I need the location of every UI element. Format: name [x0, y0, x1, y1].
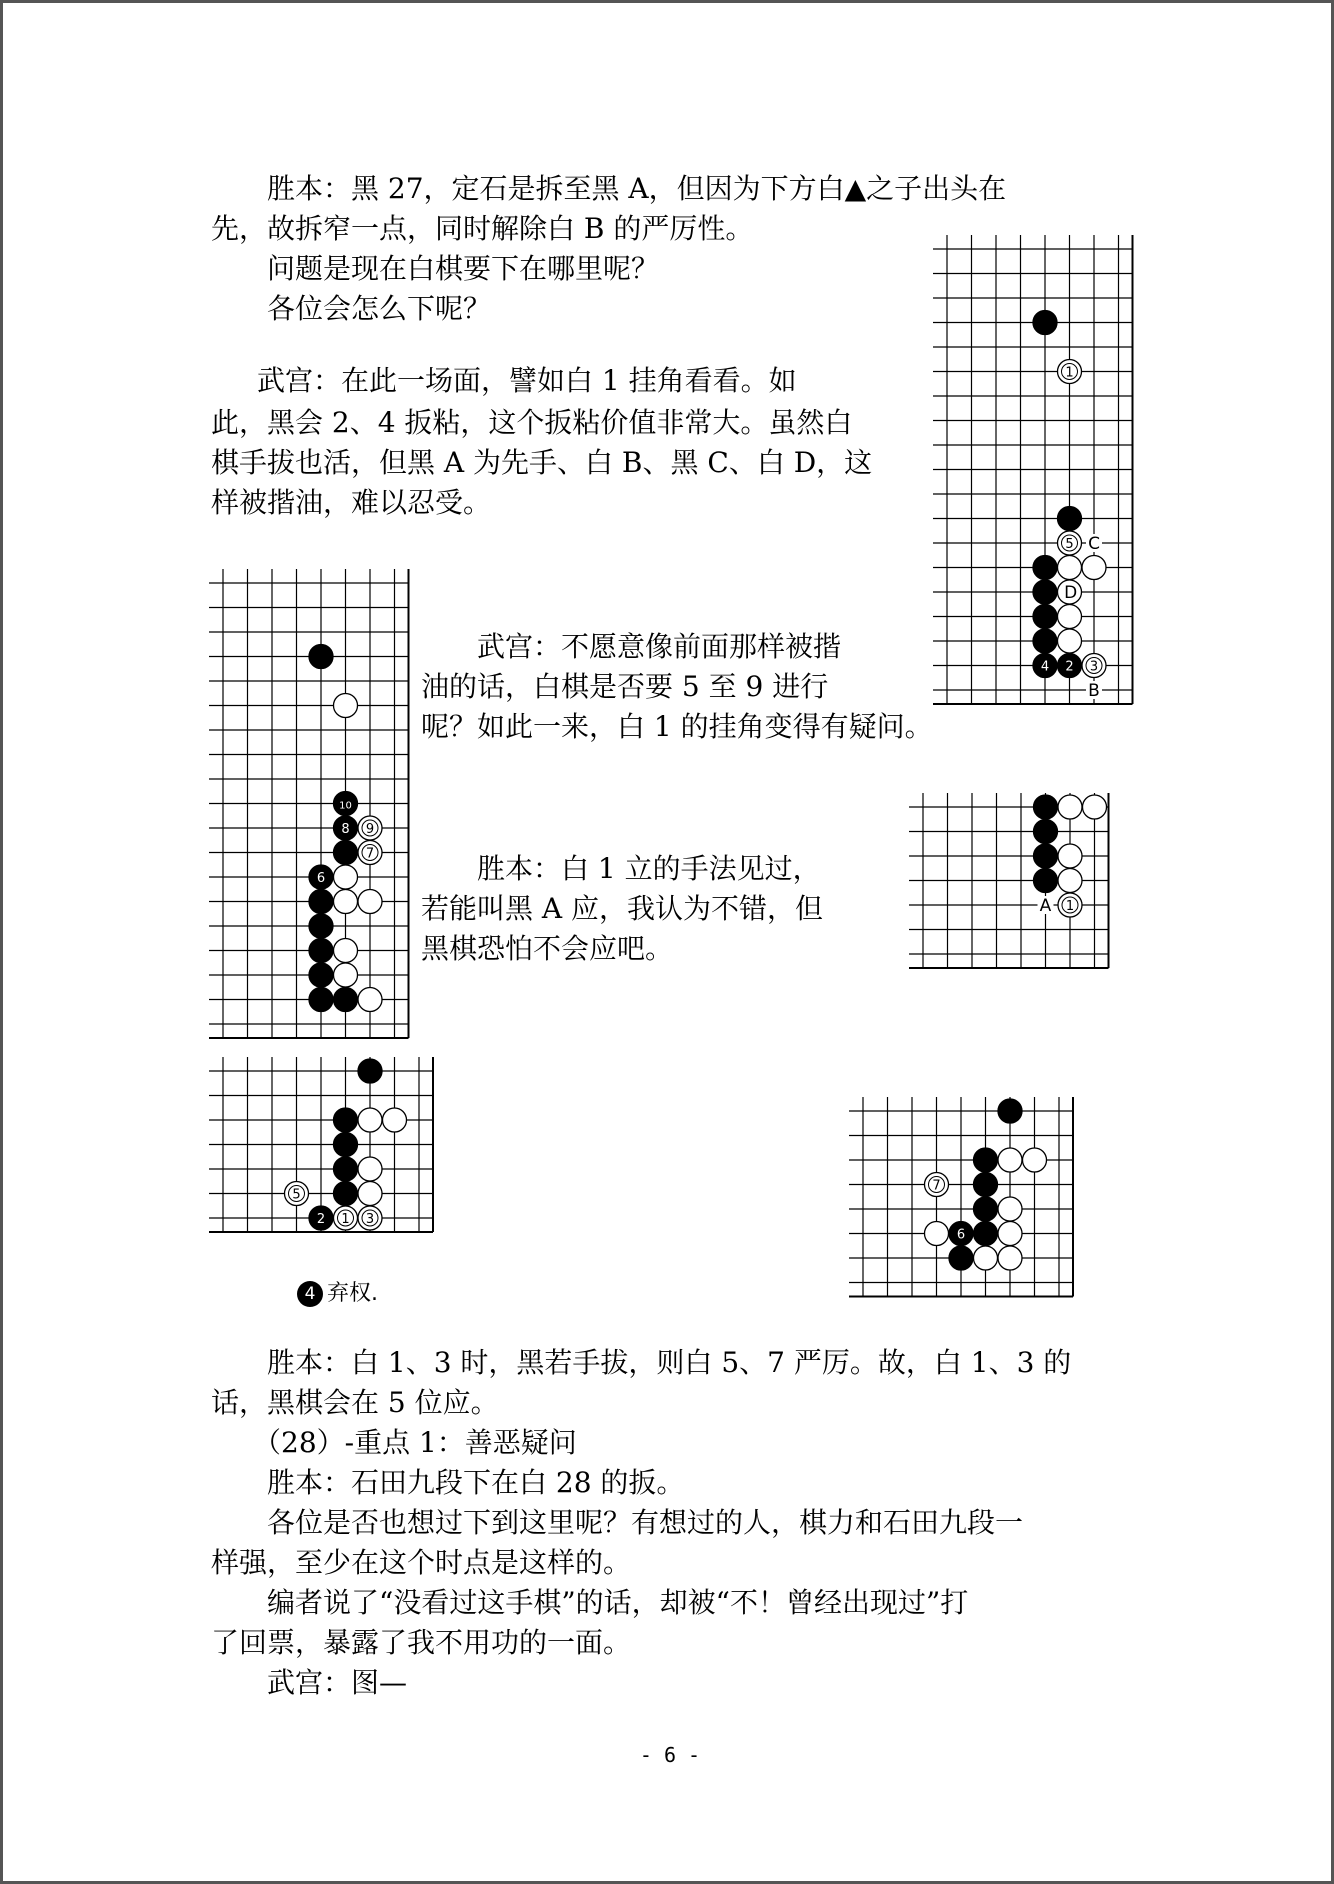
go-diagram-2 [209, 569, 409, 1038]
white-stone [334, 1206, 358, 1230]
paragraph-1-line-4: 各位会怎么下呢？ [211, 292, 492, 325]
black-stone [1033, 311, 1057, 335]
move-number-label: 8 [341, 822, 350, 837]
move-number-label: 6 [316, 871, 326, 886]
black-stone [1033, 556, 1057, 580]
black-stone [334, 841, 358, 865]
white-stone [1058, 556, 1082, 580]
black-stone [1033, 580, 1057, 604]
move-number-label: 5 [292, 1187, 301, 1203]
go-board-svg-3 [909, 793, 1109, 968]
paragraph-3-line-3: 呢？如此一来，白 1 的挂角变得有疑问。 [421, 710, 933, 743]
go-diagram-5 [849, 1097, 1073, 1297]
move-number-label: 7 [932, 1178, 941, 1194]
diagram-4-caption [297, 1279, 378, 1309]
white-stone [1058, 844, 1082, 868]
white-stone [358, 816, 382, 840]
white-stone [334, 939, 358, 963]
point-letter [1064, 583, 1077, 603]
black-stone [949, 1222, 973, 1246]
white-stone [1058, 605, 1082, 629]
go-diagram-3 [909, 793, 1109, 968]
black-stone [358, 1059, 382, 1083]
paragraph-4-line-3: 黑棋恐怕不会应吧。 [421, 932, 674, 965]
white-stone [1058, 360, 1082, 384]
go-board-svg-4 [209, 1057, 433, 1232]
paragraph-5-line-4: 胜本：石田九段下在白 28 的扳。 [211, 1466, 685, 1499]
move-number-label: 4 [1040, 659, 1050, 675]
white-stone [334, 890, 358, 914]
black-stone [309, 988, 333, 1012]
black-stone [974, 1173, 998, 1197]
paragraph-3-line-2: 油的话，白棋是否要 5 至 9 进行 [421, 670, 829, 703]
black-stone [998, 1099, 1022, 1123]
page-number: - 6 - [639, 1743, 701, 1767]
svg-text:C: C [1088, 534, 1100, 554]
move-number-label: 1 [341, 1212, 350, 1227]
black-stone [309, 963, 333, 987]
paragraph-1-line-3: 问题是现在白棋要下在哪里呢？ [211, 252, 660, 285]
black-stone [1034, 820, 1058, 844]
black-stone [309, 1206, 333, 1230]
white-stone [1083, 795, 1107, 819]
paragraph-2-line-3: 棋手拔也活，但黑 A 为先手、白 B、黑 C、白 D，这 [211, 446, 873, 479]
go-diagram-1 [933, 235, 1133, 704]
black-stone [1058, 654, 1082, 678]
black-stone [949, 1246, 973, 1270]
move-number-label: 3 [365, 1212, 375, 1227]
go-diagram-4 [209, 1057, 433, 1232]
black-stone [309, 890, 333, 914]
white-stone [1082, 654, 1106, 678]
white-stone [998, 1197, 1022, 1221]
white-stone [358, 890, 382, 914]
black-stone [974, 1197, 998, 1221]
point-letter [1038, 896, 1054, 916]
caption-text: 弃权. [327, 1281, 378, 1306]
white-stone [358, 1206, 382, 1230]
paragraph-5-line-9: 武宫：图— [211, 1666, 408, 1699]
move-number-label: 5 [1065, 537, 1074, 552]
paragraph-5-line-7: 编者说了“没看过这手棋”的话，却被“不！曾经出现过”打 [211, 1586, 969, 1619]
move-number-label: 2 [316, 1212, 326, 1227]
grid-lines [209, 569, 409, 1038]
paragraph-2-line-2: 此，黑会 2、4 扳粘，这个扳粘价值非常大。虽然白 [211, 406, 853, 439]
white-stone [998, 1222, 1022, 1246]
go-board-svg-2 [209, 569, 409, 1038]
paragraph-3-line-1: 武宫：不愿意像前面那样被揩 [421, 630, 842, 663]
white-stone [358, 988, 382, 1012]
point-letter [1086, 681, 1102, 701]
black-stone [1033, 629, 1057, 653]
paragraph-1-line-1: 胜本：黑 27，定石是拆至黑 A，但因为下方白▲之子出头在 [211, 172, 1007, 205]
black-stone [334, 988, 358, 1012]
white-stone [1058, 795, 1082, 819]
move-number-label: 1 [1065, 365, 1074, 381]
black-stone [309, 865, 333, 889]
white-stone [383, 1108, 407, 1132]
paragraph-2-line-1: 武宫：在此一场面，譬如白 1 挂角看看。如 [201, 364, 797, 397]
black-stone [309, 914, 333, 938]
black-stone [1034, 795, 1058, 819]
paragraph-5-line-6: 样强，至少在这个时点是这样的。 [211, 1546, 632, 1579]
move-number-label: 10 [339, 800, 352, 812]
paragraph-5-line-1: 胜本：白 1、3 时，黑若手拔，则白 5、7 严厉。故，白 1、3 的 [211, 1346, 1072, 1379]
move-number-label: 6 [956, 1227, 966, 1243]
move-number-label: 1 [1065, 899, 1075, 914]
black-stone [1033, 605, 1057, 629]
white-stone [358, 1108, 382, 1132]
paragraph-5-line-5: 各位是否也想过下到这里呢？有想过的人，棋力和石田九段一 [211, 1506, 1024, 1539]
paragraph-5-line-3: （28）-重点 1：善恶疑问 [211, 1426, 577, 1459]
white-stone [1058, 531, 1082, 555]
white-stone [998, 1148, 1022, 1172]
point-letter [1086, 534, 1102, 554]
svg-text:D: D [1064, 583, 1078, 603]
move-number-label: 7 [365, 846, 375, 862]
black-stone [334, 1133, 358, 1157]
black-stone [309, 645, 333, 669]
white-stone [285, 1182, 309, 1206]
black-stone [1034, 869, 1058, 893]
black-stone [334, 792, 358, 816]
white-stone [1058, 869, 1082, 893]
white-stone [1023, 1148, 1047, 1172]
white-stone [358, 1182, 382, 1206]
white-stone [358, 1157, 382, 1181]
paragraph-1-line-2: 先，故拆窄一点，同时解除白 B 的严厉性。 [211, 212, 754, 245]
black-stone [334, 816, 358, 840]
white-stone [334, 694, 358, 718]
svg-text:A: A [1039, 896, 1052, 916]
go-board-svg-5 [849, 1097, 1073, 1297]
white-stone [334, 865, 358, 889]
black-stone-icon: 4 [297, 1281, 323, 1307]
paragraph-4-line-2: 若能叫黑 A 应，我认为不错，但 [421, 892, 824, 925]
paragraph-2-line-4: 样被揩油，难以忍受。 [211, 486, 492, 519]
white-stone [925, 1173, 949, 1197]
white-stone [1058, 893, 1082, 917]
grid-lines [933, 235, 1133, 704]
black-stone [1033, 654, 1057, 678]
black-stone [974, 1148, 998, 1172]
paragraph-4-line-1: 胜本：白 1 立的手法见过， [421, 852, 821, 885]
white-stone [334, 963, 358, 987]
black-stone [1034, 844, 1058, 868]
paragraph-5-line-2: 话，黑棋会在 5 位应。 [211, 1386, 499, 1419]
black-stone [334, 1108, 358, 1132]
black-stone [1058, 507, 1082, 531]
go-board-svg-1 [933, 235, 1133, 704]
black-stone [334, 1182, 358, 1206]
white-stone [358, 841, 382, 865]
white-stone [974, 1246, 998, 1270]
move-number-label: 3 [1089, 659, 1099, 675]
svg-text:B: B [1088, 681, 1100, 701]
move-number-label: 2 [1065, 659, 1074, 675]
black-stone [974, 1222, 998, 1246]
white-stone [1058, 629, 1082, 653]
white-stone [1082, 556, 1106, 580]
paragraph-5-line-8: 了回票，暴露了我不用功的一面。 [211, 1626, 632, 1659]
black-stone [309, 939, 333, 963]
white-stone [998, 1246, 1022, 1270]
white-stone [925, 1222, 949, 1246]
move-number-label: 9 [365, 822, 375, 837]
black-stone [334, 1157, 358, 1181]
